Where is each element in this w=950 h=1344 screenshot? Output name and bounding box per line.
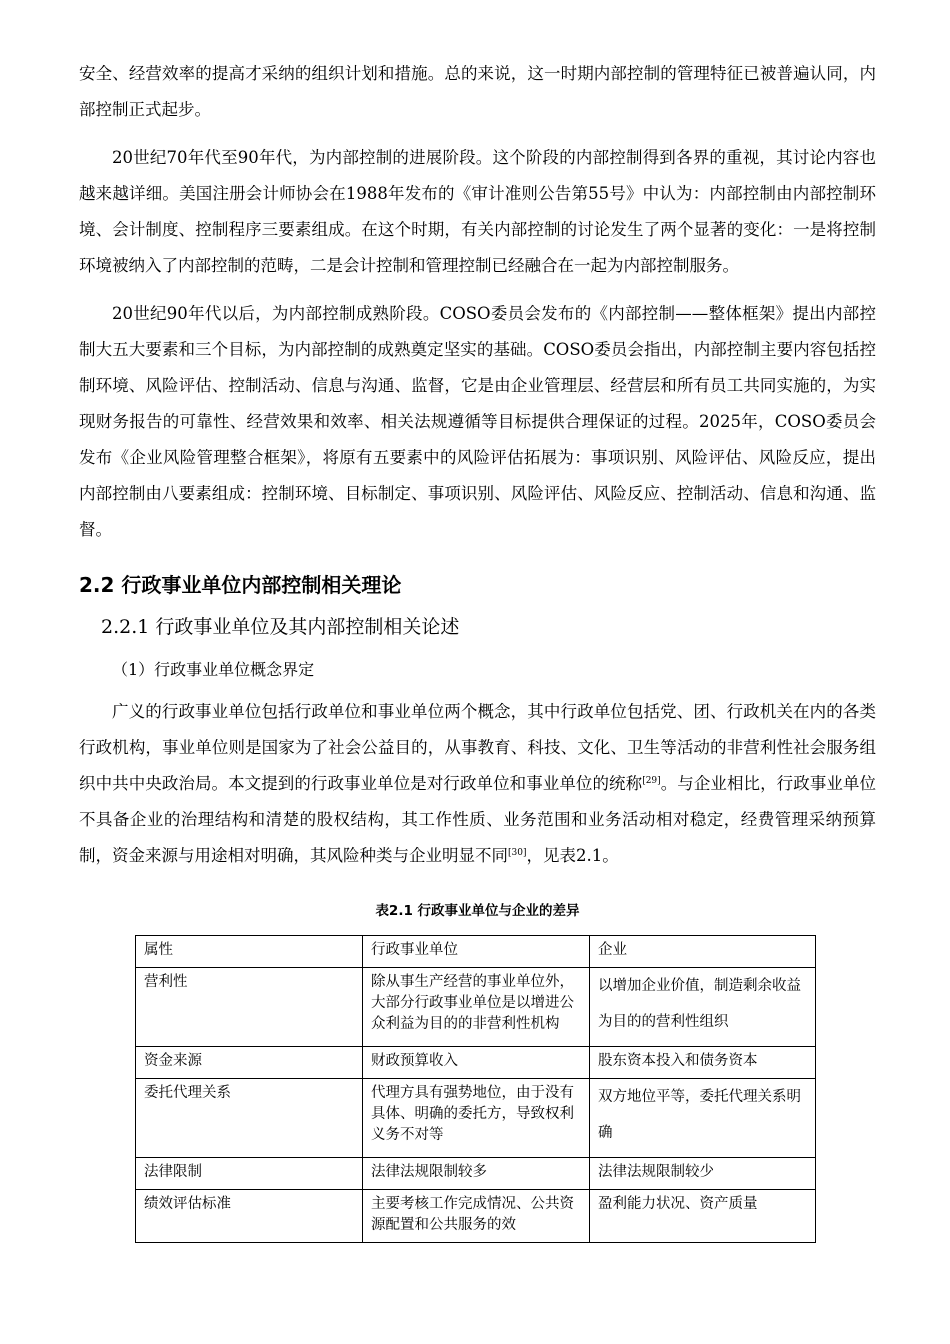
table-header-cell: 行政事业单位	[363, 936, 590, 968]
paper-page	[79, 56, 876, 922]
table-cell: 以增加企业价值，制造剩余收益为目的的营利性组织	[590, 968, 816, 1047]
table-cell: 代理方具有强势地位，由于没有具体、明确的委托方，导致权利义务不对等	[363, 1079, 590, 1158]
paragraph-4	[79, 694, 876, 874]
table-cell: 盈利能力状况、资产质量	[590, 1190, 816, 1243]
paragraph-4-text-c: ，见表2.1。	[526, 846, 619, 865]
citation-29: [29]	[642, 776, 661, 786]
paragraph-3: 20世纪90年代以后，为内部控制成熟阶段。COSO委员会发布的《内部控制——整体框架》提出内部控制大五大要素和三个目标，为内部控制的成熟奠定坚实的基础。COSO委员会指出，内部控制主要内容包括控制环境、风险评估、控制活动、信息与沟通、监督，它是由企业管理层、经营层和所有员工共同实施的，为实现财务报告的可靠性、经营效果和效率、相关法规遵循等目标提供合理保证的过程。2025年，COSO委员会发布《企业风险管理整合框架》，将原有五要素中的风险评估拓展为：事项识别、风险评估、风险反应，提出内部控制由八要素组成：控制环境、目标制定、事项识别、风险评估、风险反应、控制活动、信息和沟通、监督。	[79, 304, 876, 539]
table-cell: 绩效评估标准	[136, 1190, 363, 1243]
table-cell: 股东资本投入和债务资本	[590, 1047, 816, 1079]
subsection-heading-2-2-1: 2.2.1 行政事业单位及其内部控制相关论述	[101, 616, 460, 638]
table-cell: 法律法规限制较多	[363, 1158, 590, 1190]
comparison-table	[135, 935, 816, 1243]
table-cell: 财政预算收入	[363, 1047, 590, 1079]
table-cell: 双方地位平等，委托代理关系明确	[590, 1079, 816, 1158]
table-header-cell: 属性	[136, 936, 363, 968]
table-cell: 委托代理关系	[136, 1079, 363, 1158]
table-cell: 营利性	[136, 968, 363, 1047]
table-header-row	[136, 936, 816, 968]
citation-30: [30]	[508, 848, 527, 858]
item-heading-1: （1）行政事业单位概念界定	[112, 660, 315, 679]
table-cell: 主要考核工作完成情况、公共资源配置和公共服务的效	[363, 1190, 590, 1243]
table-row	[136, 968, 816, 1047]
paragraph-4-text-a: 广义的行政事业单位包括行政单位和事业单位两个概念，其中行政单位包括党、团、行政机关在内的各类行政机构，事业单位则是国家为了社会公益目的，从事教育、科技、文化、卫生等活动的非营利性社会服务组织中共中央政治局。本文提到的行政事业单位是对行政单位和事业单位的统称	[79, 702, 876, 793]
paragraph-4-text-b: 。与企业相比，行政事业单位不具备企业的治理结构和清楚的股权结构，其工作性质、业务范围和业务活动相对稳定，经费管理采纳预算制，资金来源与用途相对明确，其风险种类与企业明显不同	[79, 774, 877, 865]
table-cell: 除从事生产经营的事业单位外，大部分行政事业单位是以增进公众利益为目的的非营利性机构	[363, 968, 590, 1047]
paragraph-1: 安全、经营效率的提高才采纳的组织计划和措施。总的来说，这一时期内部控制的管理特征已被普遍认同，内部控制正式起步。	[79, 64, 876, 119]
table-header-cell: 企业	[590, 936, 816, 968]
section-heading-2-2: 2.2 行政事业单位内部控制相关理论	[79, 573, 402, 597]
table-row	[136, 1190, 816, 1243]
table-row	[136, 1079, 816, 1158]
table-cell: 资金来源	[136, 1047, 363, 1079]
table-row	[136, 1158, 816, 1190]
table-caption: 表2.1 行政事业单位与企业的差异	[375, 903, 580, 919]
table-cell: 法律法规限制较少	[590, 1158, 816, 1190]
paragraph-2: 20世纪70年代至90年代，为内部控制的进展阶段。这个阶段的内部控制得到各界的重视，其讨论内容也越来越详细。美国注册会计师协会在1988年发布的《审计准则公告第55号》中认为：内部控制由内部控制环境、会计制度、控制程序三要素组成。在这个时期，有关内部控制的讨论发生了两个显著的变化：一是将控制环境被纳入了内部控制的范畴，二是会计控制和管理控制已经融合在一起为内部控制服务。	[79, 148, 876, 275]
table-cell: 法律限制	[136, 1158, 363, 1190]
table-row	[136, 1047, 816, 1079]
